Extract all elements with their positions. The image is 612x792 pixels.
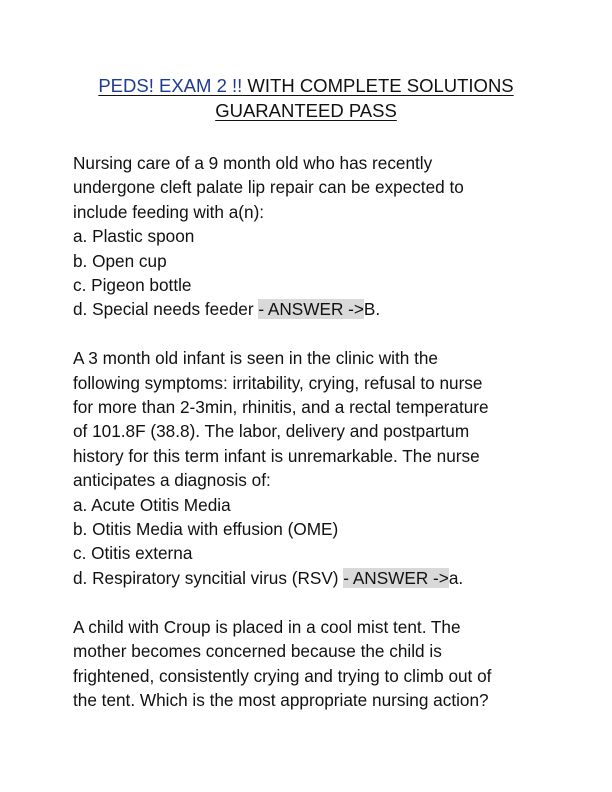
question-2-stem-line: of 101.8F (38.8). The labor, delivery and postpartum bbox=[73, 421, 470, 442]
question-3-stem-line: A child with Croup is placed in a cool mist tent. The bbox=[73, 616, 461, 637]
title-rest: WITH COMPLETE SOLUTIONS bbox=[242, 75, 514, 96]
document-body bbox=[73, 151, 543, 712]
question-3 bbox=[73, 615, 543, 713]
question-2-answer: a. bbox=[448, 567, 464, 588]
question-2-stem-line: A 3 month old infant is seen in the clinic with the bbox=[73, 348, 438, 369]
document-title bbox=[60, 73, 552, 123]
question-1-answer-tag: - ANSWER -> bbox=[258, 299, 364, 320]
question-1-option-a: a. Plastic spoon bbox=[73, 226, 195, 247]
question-2-answer-tag: - ANSWER -> bbox=[343, 567, 449, 588]
question-3-stem-line: frightened, consistently crying and trying to climb out of bbox=[73, 665, 492, 686]
question-3-stem-line: the tent. Which is the most appropriate nursing action? bbox=[73, 689, 489, 710]
question-2-stem-line: following symptoms: irritability, crying, refusal to nurse bbox=[73, 372, 483, 393]
title-line-1 bbox=[60, 73, 552, 98]
question-2-option-d: d. Respiratory syncitial virus (RSV) bbox=[73, 567, 344, 588]
question-1-answer: B. bbox=[363, 299, 381, 320]
question-1-stem-line: Nursing care of a 9 month old who has recently bbox=[73, 153, 433, 173]
question-2-option-a: a. Acute Otitis Media bbox=[73, 494, 231, 515]
question-1-option-b: b. Open cup bbox=[73, 250, 167, 271]
question-3-stem-line: mother becomes concerned because the child is bbox=[73, 641, 442, 662]
question-2-option-b: b. Otitis Media with effusion (OME) bbox=[73, 519, 339, 540]
title-accent: PEDS! EXAM 2 !! bbox=[98, 75, 243, 96]
question-2 bbox=[73, 346, 543, 590]
question-1-option-c: c. Pigeon bottle bbox=[73, 275, 192, 296]
question-2-stem-line: for more than 2-3min, rhinitis, and a rectal temperature bbox=[73, 397, 489, 418]
question-2-option-d-line bbox=[73, 566, 543, 590]
question-2-stem-line: history for this term infant is unremarkable. The nurse bbox=[73, 445, 480, 466]
title-line-2: GUARANTEED PASS bbox=[215, 100, 397, 121]
question-1-option-d-line bbox=[73, 297, 543, 321]
question-1-option-d: d. Special needs feeder bbox=[73, 299, 259, 320]
question-1-stem-line: include feeding with a(n): bbox=[73, 201, 265, 222]
question-1 bbox=[73, 151, 543, 322]
question-2-option-c: c. Otitis externa bbox=[73, 543, 193, 564]
question-2-stem-line: anticipates a diagnosis of: bbox=[73, 470, 271, 491]
question-1-stem-line: undergone cleft palate lip repair can be expected to bbox=[73, 177, 464, 198]
